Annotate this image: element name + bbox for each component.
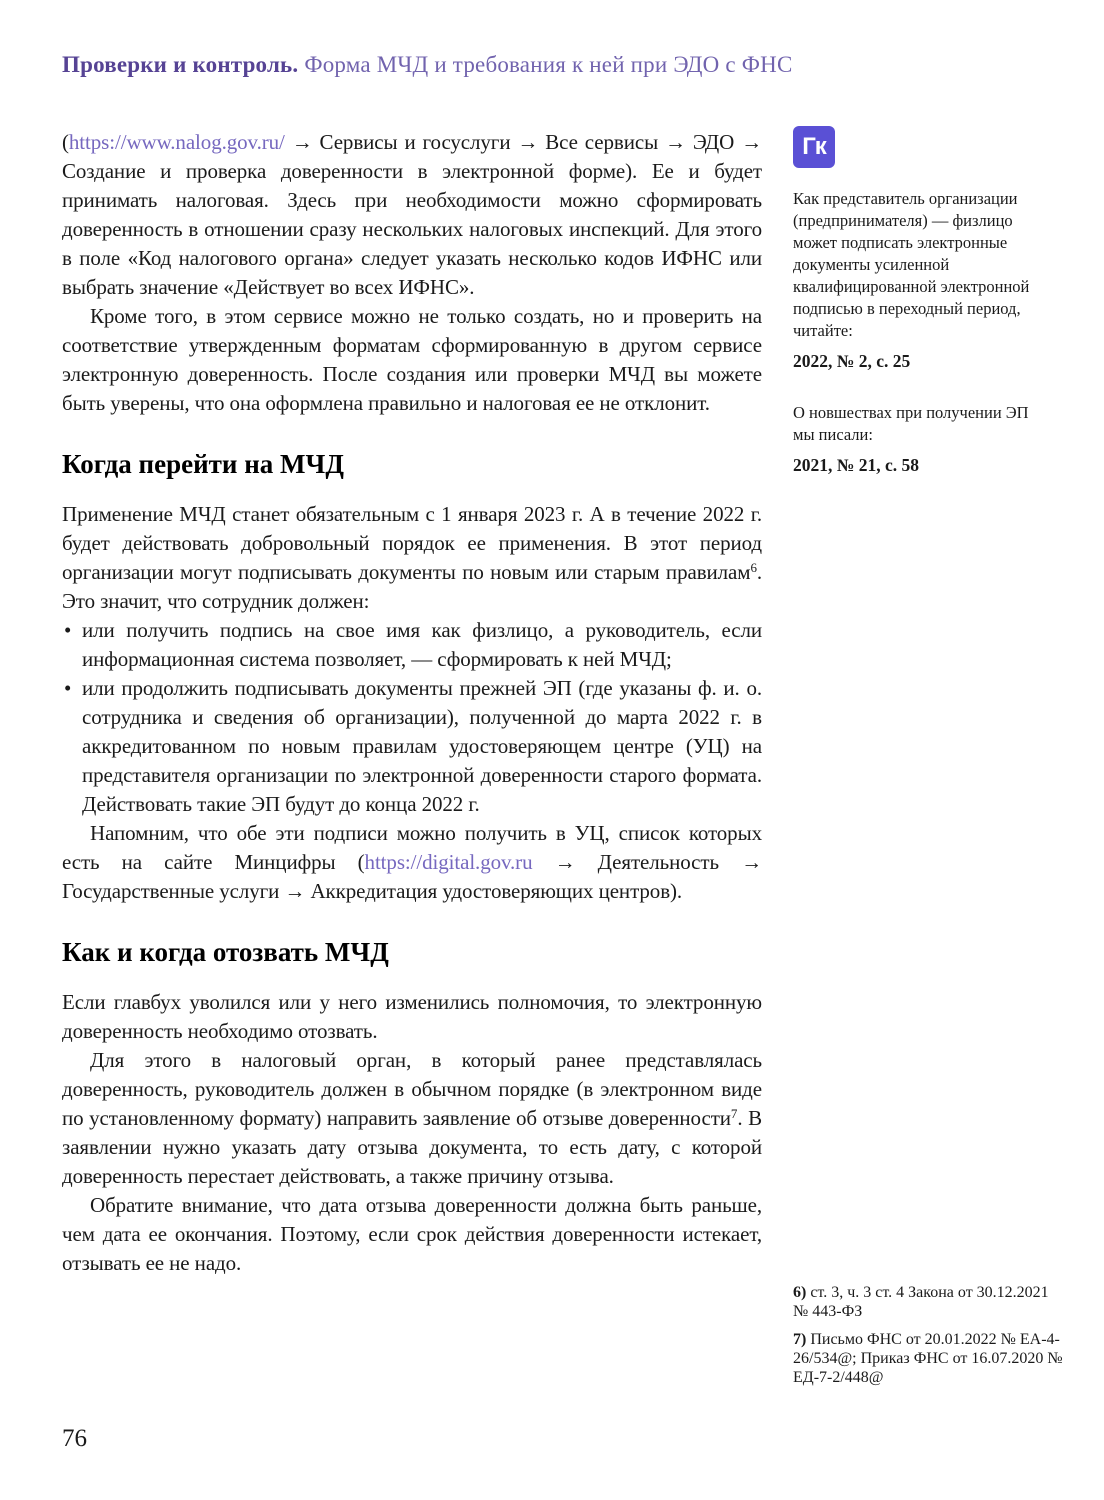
paragraph: Кроме того, в этом сервисе можно не только создать, но и проверить на соответствие утвержденным форматам сформированную в другом сервисе электронную доверенность. После создания или проверки МЧД вы можете быть уверены, что она оформлена правильно и налоговая ее не отклонит.	[62, 304, 762, 415]
paragraph: Обратите внимание, что дата отзыва доверенности должна быть раньше, чем дата ее окончания. Поэтому, если срок действия доверенности истекает, отзывать ее не надо.	[62, 1193, 762, 1275]
footnote-reference: 7	[730, 1106, 738, 1121]
section-heading: Как и когда отозвать МЧД	[62, 937, 389, 967]
sidebar-note: Как представитель организации (предпринимателя) — физлицо может подписать электронные документы усиленной квалифицированной электронной подписью в переходный период, читайте:	[793, 189, 1030, 340]
issue-reference: 2022, № 2, с. 25	[793, 351, 911, 371]
footnote-reference: 6	[750, 560, 757, 575]
footnote	[793, 1330, 1063, 1387]
section-heading: Когда перейти на МЧД	[62, 449, 344, 479]
footnote-number: 7)	[793, 1331, 807, 1348]
list-item: • или продолжить подписывать документы прежней ЭП (где указаны ф. и. о. сотрудника и сведения об организации), полученной до марта 2022 г. в аккредитованном по новым правилам удостоверяющем центре (УЦ) на представителя организации по электронной доверенности старого формата. Действовать такие ЭП будут до конца 2022 г.	[62, 674, 762, 819]
paragraph	[62, 500, 762, 616]
paragraph	[62, 1046, 762, 1191]
glavkniga-logo-icon	[793, 126, 835, 168]
text-run: . В заявлении нужно указать дату отзыва документа, то есть дату, с которой доверенность перестает действовать, а также причину отзыва.	[62, 1106, 762, 1188]
text-run: → Деятельность → Государственные услуги → Аккредитация удостоверяющих центров).	[62, 850, 762, 903]
paragraph	[62, 819, 762, 906]
paragraph: Если главбух уволился или у него изменились полномочия, то электронную доверенность необходимо отозвать.	[62, 990, 762, 1043]
bullet-list	[62, 616, 762, 819]
paragraph	[62, 128, 762, 302]
text-run: Для этого в налоговый орган, в который ранее представлялась доверенность, руководитель должен в обычном порядке (в электронном виде по установленному формату) направить заявление об отзыве доверенности	[62, 1048, 762, 1130]
running-head	[62, 52, 1042, 78]
footnote	[793, 1283, 1063, 1321]
hyperlink[interactable]: https://digital.gov.ru	[364, 850, 533, 874]
hyperlink[interactable]: https://www.nalog.gov.ru/	[68, 130, 285, 154]
text-run: (	[62, 130, 69, 154]
text-run: → Сервисы и госуслуги → Все сервисы → ЭДО → Создание и проверка доверенности в электронной форме). Ее и будет принимать налоговая. Здесь при необходимости можно сформировать доверенность в отношении сразу нескольких налоговых инспекций. Для этого в поле «Код налогового органа» следует указать несколько кодов ИФНС или выбрать значение «Действует во всех ИФНС».	[62, 130, 762, 299]
article-title: Форма МЧД и требования к ней при ЭДО с ФНС	[298, 52, 793, 77]
footnote-number: 6)	[793, 1284, 807, 1301]
footnote-text: Письмо ФНС от 20.01.2022 № ЕА-4-26/534@; Приказ ФНС от 16.07.2020 № ЕД-7-2/448@	[793, 1331, 1063, 1386]
list-item: • или получить подпись на свое имя как физлицо, а руководитель, если информационная система позволяет, — сформировать к ней МЧД;	[62, 616, 762, 674]
footnotes-block	[793, 1283, 1063, 1396]
text-run: . Это значит, что сотрудник должен:	[62, 560, 762, 613]
issue-reference: 2021, № 21, с. 58	[793, 455, 919, 475]
page-number: 76	[62, 1425, 87, 1452]
footnote-text: ст. 3, ч. 3 ст. 4 Закона от 30.12.2021 № 443-ФЗ	[793, 1284, 1049, 1320]
logo-letters: Гк	[802, 133, 826, 160]
sidebar	[793, 126, 1051, 506]
text-run: Напомним, что обе эти подписи можно получить в УЦ, список которых есть на сайте Минцифры (	[62, 821, 762, 874]
sidebar-note: О новшествах при получении ЭП мы писали:	[793, 403, 1029, 444]
section-kicker: Проверки и контроль.	[62, 52, 299, 77]
text-run: Применение МЧД станет обязательным с 1 января 2023 г. А в течение 2022 г. будет действовать добровольный порядок ее применения. В этот период организации могут подписывать документы по новым или старым правилам	[62, 502, 762, 584]
main-text-column	[62, 128, 762, 1278]
